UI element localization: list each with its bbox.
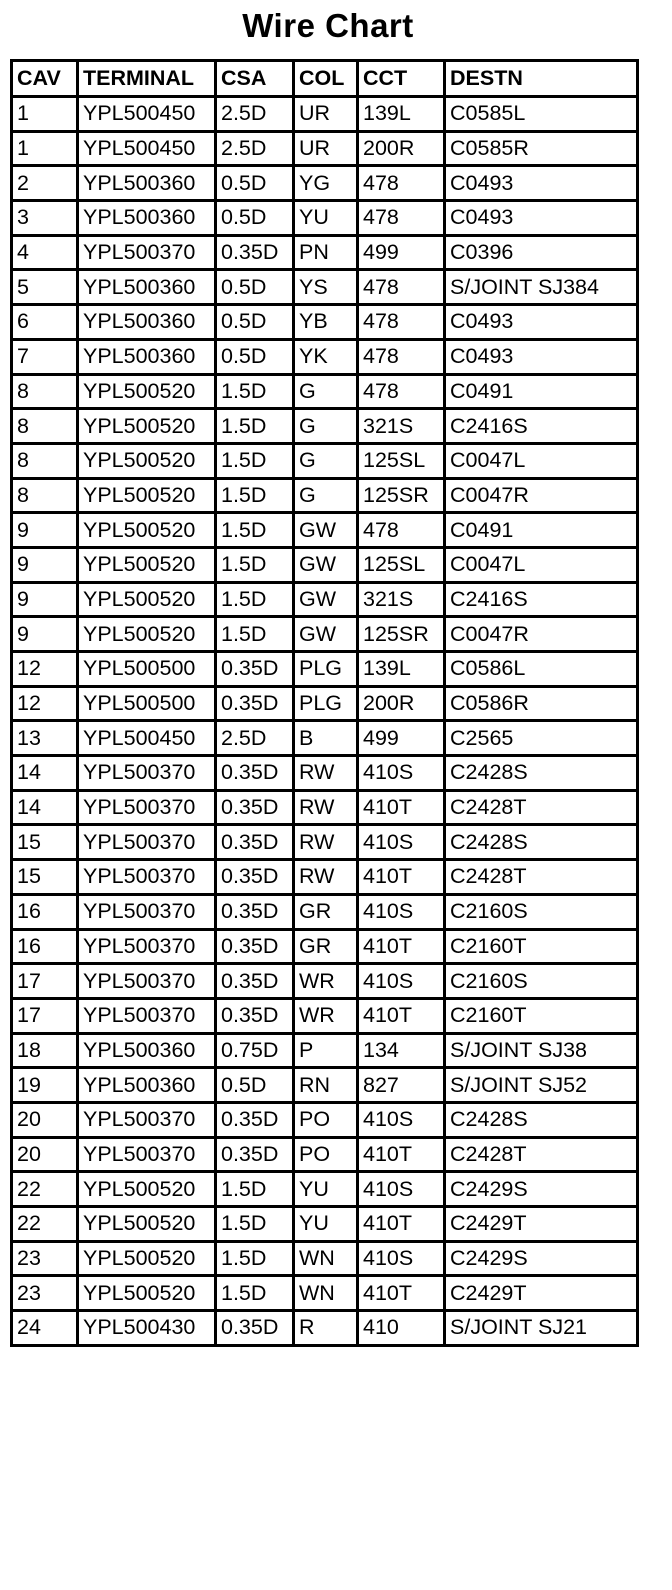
csa-cell: 0.35D bbox=[216, 860, 294, 895]
col-cell: WR bbox=[294, 964, 358, 999]
destn-cell: C2428T bbox=[445, 1137, 638, 1172]
table-row bbox=[12, 513, 638, 548]
col-cell: WR bbox=[294, 998, 358, 1033]
cct-cell: 478 bbox=[358, 270, 445, 305]
col-cell: RW bbox=[294, 825, 358, 860]
terminal-cell: YPL500360 bbox=[78, 1068, 216, 1103]
destn-cell: C0585R bbox=[445, 131, 638, 166]
col-cell: YU bbox=[294, 1207, 358, 1242]
cav-cell: 15 bbox=[12, 860, 78, 895]
table-row bbox=[12, 929, 638, 964]
col-cell: YK bbox=[294, 339, 358, 374]
destn-cell: C0493 bbox=[445, 166, 638, 201]
destn-cell: C2428T bbox=[445, 860, 638, 895]
cav-cell: 12 bbox=[12, 686, 78, 721]
table-row bbox=[12, 998, 638, 1033]
terminal-cell: YPL500360 bbox=[78, 270, 216, 305]
cct-cell: 499 bbox=[358, 721, 445, 756]
cav-cell: 8 bbox=[12, 478, 78, 513]
csa-cell: 0.5D bbox=[216, 166, 294, 201]
cav-cell: 8 bbox=[12, 374, 78, 409]
terminal-cell: YPL500370 bbox=[78, 929, 216, 964]
destn-cell: C0493 bbox=[445, 339, 638, 374]
csa-cell: 1.5D bbox=[216, 1241, 294, 1276]
col-cell: PLG bbox=[294, 652, 358, 687]
cct-cell: 410T bbox=[358, 860, 445, 895]
csa-cell: 0.35D bbox=[216, 652, 294, 687]
cav-cell: 4 bbox=[12, 235, 78, 270]
cct-cell: 321S bbox=[358, 582, 445, 617]
destn-cell: C0047L bbox=[445, 443, 638, 478]
cav-cell: 8 bbox=[12, 443, 78, 478]
table-header-row bbox=[12, 61, 638, 97]
table-row bbox=[12, 1207, 638, 1242]
cav-cell: 9 bbox=[12, 547, 78, 582]
destn-cell: C0396 bbox=[445, 235, 638, 270]
csa-cell: 0.35D bbox=[216, 894, 294, 929]
csa-cell: 0.5D bbox=[216, 1068, 294, 1103]
terminal-cell: YPL500370 bbox=[78, 790, 216, 825]
cav-cell: 5 bbox=[12, 270, 78, 305]
table-row bbox=[12, 97, 638, 132]
destn-cell: C0047R bbox=[445, 478, 638, 513]
cct-cell: 125SL bbox=[358, 443, 445, 478]
csa-cell: 0.35D bbox=[216, 686, 294, 721]
col-cell: PO bbox=[294, 1102, 358, 1137]
cct-cell: 410S bbox=[358, 756, 445, 791]
destn-cell: C2428S bbox=[445, 756, 638, 791]
col-cell: YS bbox=[294, 270, 358, 305]
table-row bbox=[12, 305, 638, 340]
csa-cell: 0.35D bbox=[216, 235, 294, 270]
cav-cell: 17 bbox=[12, 964, 78, 999]
table-row bbox=[12, 860, 638, 895]
table-row bbox=[12, 964, 638, 999]
cav-cell: 20 bbox=[12, 1102, 78, 1137]
table-row bbox=[12, 374, 638, 409]
destn-cell: C2429S bbox=[445, 1241, 638, 1276]
cav-cell: 2 bbox=[12, 166, 78, 201]
cct-cell: 410S bbox=[358, 894, 445, 929]
col-cell: PO bbox=[294, 1137, 358, 1172]
destn-cell: C2160S bbox=[445, 894, 638, 929]
cav-cell: 9 bbox=[12, 617, 78, 652]
col-cell: G bbox=[294, 409, 358, 444]
cct-cell: 410S bbox=[358, 964, 445, 999]
col-cell: UR bbox=[294, 97, 358, 132]
terminal-cell: YPL500370 bbox=[78, 825, 216, 860]
cct-cell: 478 bbox=[358, 513, 445, 548]
destn-cell: C0047L bbox=[445, 547, 638, 582]
col-cell: RW bbox=[294, 860, 358, 895]
table-row bbox=[12, 1102, 638, 1137]
cct-cell: 410T bbox=[358, 998, 445, 1033]
csa-cell: 1.5D bbox=[216, 478, 294, 513]
col-cell: RN bbox=[294, 1068, 358, 1103]
cav-cell: 18 bbox=[12, 1033, 78, 1068]
terminal-cell: YPL500370 bbox=[78, 235, 216, 270]
table-row bbox=[12, 339, 638, 374]
destn-cell: C2160T bbox=[445, 998, 638, 1033]
cct-cell: 125SR bbox=[358, 617, 445, 652]
table-row bbox=[12, 235, 638, 270]
destn-cell: C2428S bbox=[445, 1102, 638, 1137]
table-row bbox=[12, 270, 638, 305]
col-cell: RW bbox=[294, 790, 358, 825]
col-cell: P bbox=[294, 1033, 358, 1068]
terminal-cell: YPL500450 bbox=[78, 131, 216, 166]
column-header-col: COL bbox=[294, 61, 358, 97]
csa-cell: 0.5D bbox=[216, 339, 294, 374]
terminal-cell: YPL500360 bbox=[78, 1033, 216, 1068]
csa-cell: 1.5D bbox=[216, 513, 294, 548]
col-cell: G bbox=[294, 443, 358, 478]
cct-cell: 200R bbox=[358, 131, 445, 166]
cct-cell: 478 bbox=[358, 374, 445, 409]
destn-cell: C0491 bbox=[445, 513, 638, 548]
cct-cell: 410S bbox=[358, 1172, 445, 1207]
destn-cell: S/JOINT SJ21 bbox=[445, 1311, 638, 1346]
cct-cell: 478 bbox=[358, 201, 445, 236]
col-cell: UR bbox=[294, 131, 358, 166]
cct-cell: 478 bbox=[358, 305, 445, 340]
terminal-cell: YPL500520 bbox=[78, 547, 216, 582]
csa-cell: 2.5D bbox=[216, 97, 294, 132]
csa-cell: 0.75D bbox=[216, 1033, 294, 1068]
destn-cell: C2428S bbox=[445, 825, 638, 860]
table-row bbox=[12, 1068, 638, 1103]
csa-cell: 0.35D bbox=[216, 929, 294, 964]
terminal-cell: YPL500370 bbox=[78, 894, 216, 929]
cct-cell: 410T bbox=[358, 790, 445, 825]
terminal-cell: YPL500370 bbox=[78, 756, 216, 791]
terminal-cell: YPL500430 bbox=[78, 1311, 216, 1346]
cav-cell: 1 bbox=[12, 97, 78, 132]
csa-cell: 1.5D bbox=[216, 582, 294, 617]
cct-cell: 410S bbox=[358, 825, 445, 860]
destn-cell: C0586L bbox=[445, 652, 638, 687]
table-row bbox=[12, 825, 638, 860]
cct-cell: 410T bbox=[358, 1207, 445, 1242]
destn-cell: C2429T bbox=[445, 1207, 638, 1242]
col-cell: PLG bbox=[294, 686, 358, 721]
col-cell: R bbox=[294, 1311, 358, 1346]
table-row bbox=[12, 582, 638, 617]
col-cell: GW bbox=[294, 617, 358, 652]
terminal-cell: YPL500520 bbox=[78, 1241, 216, 1276]
cct-cell: 410T bbox=[358, 1276, 445, 1311]
destn-cell: C0047R bbox=[445, 617, 638, 652]
table-row bbox=[12, 409, 638, 444]
table-row bbox=[12, 547, 638, 582]
cav-cell: 6 bbox=[12, 305, 78, 340]
terminal-cell: YPL500520 bbox=[78, 374, 216, 409]
csa-cell: 1.5D bbox=[216, 1172, 294, 1207]
table-row bbox=[12, 617, 638, 652]
cav-cell: 9 bbox=[12, 582, 78, 617]
csa-cell: 0.35D bbox=[216, 825, 294, 860]
column-header-destn: DESTN bbox=[445, 61, 638, 97]
cct-cell: 410 bbox=[358, 1311, 445, 1346]
cav-cell: 16 bbox=[12, 929, 78, 964]
cct-cell: 410S bbox=[358, 1241, 445, 1276]
table-row bbox=[12, 1241, 638, 1276]
cav-cell: 3 bbox=[12, 201, 78, 236]
cav-cell: 17 bbox=[12, 998, 78, 1033]
csa-cell: 0.5D bbox=[216, 270, 294, 305]
destn-cell: C2160T bbox=[445, 929, 638, 964]
terminal-cell: YPL500450 bbox=[78, 97, 216, 132]
terminal-cell: YPL500500 bbox=[78, 652, 216, 687]
table-row bbox=[12, 166, 638, 201]
cct-cell: 139L bbox=[358, 97, 445, 132]
terminal-cell: YPL500520 bbox=[78, 1276, 216, 1311]
column-header-cct: CCT bbox=[358, 61, 445, 97]
table-row bbox=[12, 1137, 638, 1172]
cct-cell: 125SL bbox=[358, 547, 445, 582]
csa-cell: 0.5D bbox=[216, 201, 294, 236]
cct-cell: 139L bbox=[358, 652, 445, 687]
csa-cell: 1.5D bbox=[216, 617, 294, 652]
col-cell: GW bbox=[294, 582, 358, 617]
cct-cell: 410T bbox=[358, 1137, 445, 1172]
table-row bbox=[12, 443, 638, 478]
table-row bbox=[12, 1172, 638, 1207]
table-row bbox=[12, 721, 638, 756]
destn-cell: S/JOINT SJ38 bbox=[445, 1033, 638, 1068]
col-cell: WN bbox=[294, 1241, 358, 1276]
cct-cell: 321S bbox=[358, 409, 445, 444]
cav-cell: 8 bbox=[12, 409, 78, 444]
csa-cell: 0.35D bbox=[216, 1311, 294, 1346]
cct-cell: 125SR bbox=[358, 478, 445, 513]
cct-cell: 410T bbox=[358, 929, 445, 964]
table-row bbox=[12, 652, 638, 687]
csa-cell: 0.35D bbox=[216, 756, 294, 791]
csa-cell: 1.5D bbox=[216, 374, 294, 409]
table-row bbox=[12, 1276, 638, 1311]
destn-cell: C0585L bbox=[445, 97, 638, 132]
terminal-cell: YPL500500 bbox=[78, 686, 216, 721]
terminal-cell: YPL500520 bbox=[78, 1172, 216, 1207]
col-cell: PN bbox=[294, 235, 358, 270]
cav-cell: 9 bbox=[12, 513, 78, 548]
cav-cell: 7 bbox=[12, 339, 78, 374]
cav-cell: 22 bbox=[12, 1172, 78, 1207]
col-cell: WN bbox=[294, 1276, 358, 1311]
cav-cell: 23 bbox=[12, 1276, 78, 1311]
table-body bbox=[12, 97, 638, 1346]
cct-cell: 410S bbox=[358, 1102, 445, 1137]
destn-cell: C0586R bbox=[445, 686, 638, 721]
column-header-cav: CAV bbox=[12, 61, 78, 97]
terminal-cell: YPL500450 bbox=[78, 721, 216, 756]
cav-cell: 24 bbox=[12, 1311, 78, 1346]
csa-cell: 0.5D bbox=[216, 305, 294, 340]
terminal-cell: YPL500370 bbox=[78, 964, 216, 999]
terminal-cell: YPL500370 bbox=[78, 1102, 216, 1137]
table-row bbox=[12, 1033, 638, 1068]
cav-cell: 12 bbox=[12, 652, 78, 687]
col-cell: YG bbox=[294, 166, 358, 201]
column-header-csa: CSA bbox=[216, 61, 294, 97]
destn-cell: C0493 bbox=[445, 201, 638, 236]
csa-cell: 0.35D bbox=[216, 1137, 294, 1172]
cav-cell: 1 bbox=[12, 131, 78, 166]
col-cell: G bbox=[294, 478, 358, 513]
cct-cell: 478 bbox=[358, 166, 445, 201]
table-row bbox=[12, 790, 638, 825]
terminal-cell: YPL500360 bbox=[78, 201, 216, 236]
table-row bbox=[12, 894, 638, 929]
col-cell: YU bbox=[294, 1172, 358, 1207]
col-cell: GR bbox=[294, 894, 358, 929]
cav-cell: 20 bbox=[12, 1137, 78, 1172]
csa-cell: 1.5D bbox=[216, 547, 294, 582]
table-row bbox=[12, 478, 638, 513]
cct-cell: 499 bbox=[358, 235, 445, 270]
destn-cell: C2160S bbox=[445, 964, 638, 999]
destn-cell: C2416S bbox=[445, 409, 638, 444]
csa-cell: 0.35D bbox=[216, 964, 294, 999]
destn-cell: C0491 bbox=[445, 374, 638, 409]
page-title: Wire Chart bbox=[242, 7, 414, 44]
terminal-cell: YPL500520 bbox=[78, 617, 216, 652]
destn-cell: C2428T bbox=[445, 790, 638, 825]
terminal-cell: YPL500520 bbox=[78, 513, 216, 548]
destn-cell: C0493 bbox=[445, 305, 638, 340]
col-cell: GW bbox=[294, 513, 358, 548]
csa-cell: 2.5D bbox=[216, 131, 294, 166]
wire-chart-table bbox=[10, 59, 639, 1347]
csa-cell: 1.5D bbox=[216, 409, 294, 444]
destn-cell: C2565 bbox=[445, 721, 638, 756]
cav-cell: 23 bbox=[12, 1241, 78, 1276]
terminal-cell: YPL500520 bbox=[78, 478, 216, 513]
destn-cell: C2429S bbox=[445, 1172, 638, 1207]
terminal-cell: YPL500520 bbox=[78, 409, 216, 444]
csa-cell: 0.35D bbox=[216, 790, 294, 825]
csa-cell: 0.35D bbox=[216, 1102, 294, 1137]
terminal-cell: YPL500520 bbox=[78, 582, 216, 617]
terminal-cell: YPL500520 bbox=[78, 443, 216, 478]
cav-cell: 14 bbox=[12, 756, 78, 791]
cav-cell: 15 bbox=[12, 825, 78, 860]
table-row bbox=[12, 1311, 638, 1346]
terminal-cell: YPL500360 bbox=[78, 305, 216, 340]
cct-cell: 134 bbox=[358, 1033, 445, 1068]
csa-cell: 1.5D bbox=[216, 443, 294, 478]
cct-cell: 200R bbox=[358, 686, 445, 721]
col-cell: RW bbox=[294, 756, 358, 791]
column-header-terminal: TERMINAL bbox=[78, 61, 216, 97]
col-cell: YB bbox=[294, 305, 358, 340]
destn-cell: S/JOINT SJ384 bbox=[445, 270, 638, 305]
table-row bbox=[12, 686, 638, 721]
destn-cell: C2416S bbox=[445, 582, 638, 617]
terminal-cell: YPL500360 bbox=[78, 339, 216, 374]
cct-cell: 478 bbox=[358, 339, 445, 374]
destn-cell: S/JOINT SJ52 bbox=[445, 1068, 638, 1103]
cav-cell: 19 bbox=[12, 1068, 78, 1103]
table-row bbox=[12, 756, 638, 791]
terminal-cell: YPL500520 bbox=[78, 1207, 216, 1242]
col-cell: YU bbox=[294, 201, 358, 236]
cav-cell: 22 bbox=[12, 1207, 78, 1242]
csa-cell: 2.5D bbox=[216, 721, 294, 756]
cav-cell: 14 bbox=[12, 790, 78, 825]
table-row bbox=[12, 131, 638, 166]
cct-cell: 827 bbox=[358, 1068, 445, 1103]
csa-cell: 0.35D bbox=[216, 998, 294, 1033]
csa-cell: 1.5D bbox=[216, 1207, 294, 1242]
destn-cell: C2429T bbox=[445, 1276, 638, 1311]
col-cell: B bbox=[294, 721, 358, 756]
terminal-cell: YPL500370 bbox=[78, 998, 216, 1033]
col-cell: GR bbox=[294, 929, 358, 964]
col-cell: G bbox=[294, 374, 358, 409]
terminal-cell: YPL500360 bbox=[78, 166, 216, 201]
table-row bbox=[12, 201, 638, 236]
terminal-cell: YPL500370 bbox=[78, 1137, 216, 1172]
cav-cell: 16 bbox=[12, 894, 78, 929]
csa-cell: 1.5D bbox=[216, 1276, 294, 1311]
cav-cell: 13 bbox=[12, 721, 78, 756]
col-cell: GW bbox=[294, 547, 358, 582]
terminal-cell: YPL500370 bbox=[78, 860, 216, 895]
